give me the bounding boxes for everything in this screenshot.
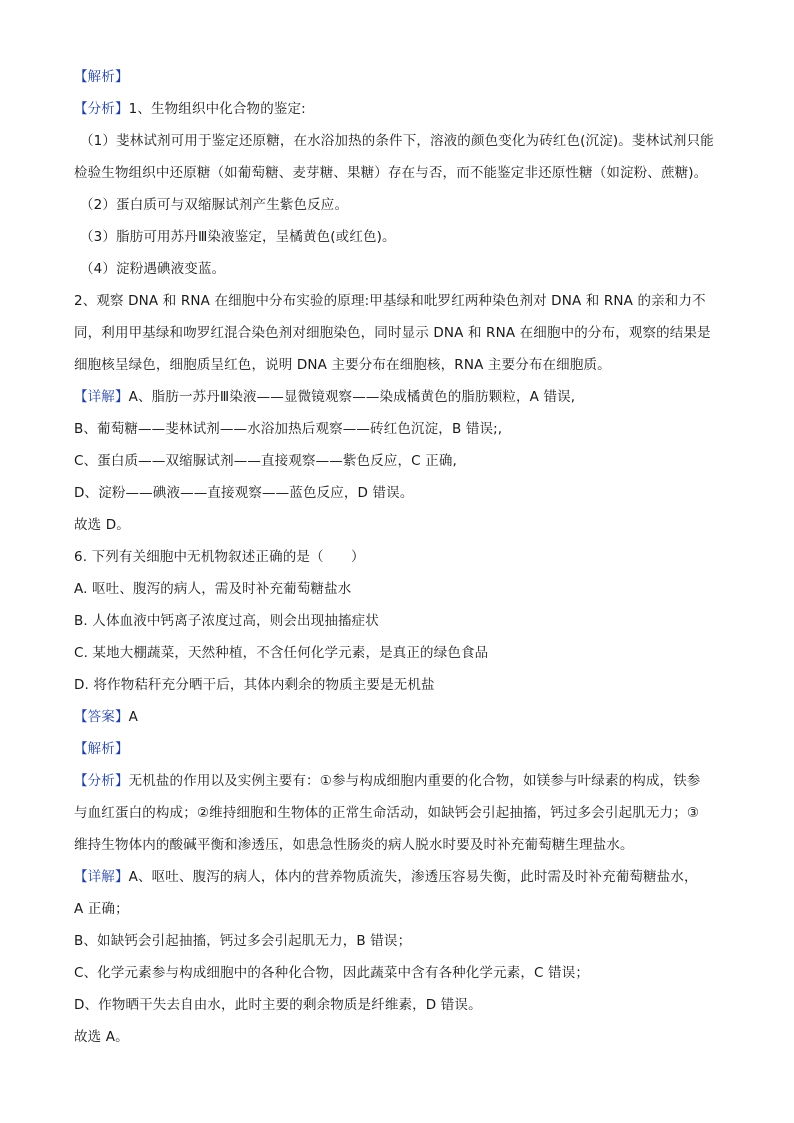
analysis-intro: 【分析】1、生物组织中化合物的鉴定:	[74, 101, 306, 117]
paragraph-line: 2、观察 DNA 和 RNA 在细胞中分布实验的原理:甲基绿和吡罗红两种染色剂对 DNA 和 RNA 的亲和力不	[74, 293, 706, 309]
option-b: B. 人体血液中钙离子浓度过高，则会出现抽搐症状	[74, 613, 379, 629]
paragraph-line: （2）蛋白质可与双缩脲试剂产生紫色反应。	[80, 197, 349, 213]
detail-line: C、蛋白质——双缩脲试剂——直接观察——紫色反应，C 正确,	[74, 453, 457, 469]
detail-line: B、如缺钙会引起抽搐，钙过多会引起肌无力，B 错误；	[74, 933, 412, 949]
paragraph-line: 与血红蛋白的构成；②维持细胞和生物体的正常生命活动，如缺钙会引起抽搐，钙过多会引起肌无力；③	[74, 805, 700, 821]
option-c: C. 某地大棚蔬菜，天然种植，不含任何化学元素，是真正的绿色食品	[74, 645, 489, 661]
option-d: D. 将作物秸秆充分晒干后，其体内剩余的物质主要是无机盐	[74, 677, 435, 693]
question-stem: 6. 下列有关细胞中无机物叙述正确的是（ ）	[74, 549, 365, 565]
paragraph-line: 检验生物组织中还原糖（如葡萄糖、麦芽糖、果糖）存在与否，而不能鉴定非还原性糖（如淀粉、蔗糖)。	[74, 165, 708, 181]
paragraph-line: 维持生物体内的酸碱平衡和渗透压，如患急性肠炎的病人脱水时要及时补充葡萄糖生理盐水。	[74, 837, 634, 853]
detail-line: A 正确；	[74, 901, 129, 917]
detail-line: D、淀粉——碘液——直接观察——蓝色反应，D 错误。	[74, 485, 414, 501]
answer-line: 【答案】A	[74, 709, 138, 725]
paragraph-line: （4）淀粉遇碘液变蓝。	[80, 261, 226, 277]
analysis-heading: 【解析】	[74, 741, 129, 757]
conclusion-line: 故选 D。	[74, 517, 130, 533]
detail-line: B、葡萄糖——斐林试剂——水浴加热后观察——砖红色沉淀，B 错误;,	[74, 421, 503, 437]
paragraph-line: 细胞核呈绿色，细胞质呈红色，说明 DNA 主要分布在细胞核，RNA 主要分布在细胞质。	[74, 357, 611, 373]
paragraph-line: 同，利用甲基绿和吻罗红混合染色剂对细胞染色，同时显示 DNA 和 RNA 在细胞中的分布，观察的结果是	[74, 325, 711, 341]
option-a: A. 呕吐、腹泻的病人，需及时补充葡萄糖盐水	[74, 581, 352, 597]
detail-intro: 【详解】A、脂肪一苏丹Ⅲ染液——显微镜观察——染成橘黄色的脂肪颗粒，A 错误,	[74, 389, 576, 405]
detail-line: C、化学元素参与构成细胞中的各种化合物，因此蔬菜中含有各种化学元素，C 错误；	[74, 965, 589, 981]
analysis-intro: 【分析】无机盐的作用以及实例主要有：①参与构成细胞内重要的化合物，如镁参与叶绿素的构成，铁参	[74, 773, 701, 789]
conclusion-line: 故选 A。	[74, 1029, 129, 1045]
detail-intro: 【详解】A、呕吐、腹泻的病人，体内的营养物质流失，渗透压容易失衡，此时需及时补充葡萄糖盐水，	[74, 869, 698, 885]
paragraph-line: （3）脂肪可用苏丹Ⅲ染液鉴定，呈橘黄色(或红色)。	[80, 229, 396, 245]
paragraph-line: （1）斐林试剂可用于鉴定还原糖，在水浴加热的条件下，溶液的颜色变化为砖红色(沉淀)。斐林试剂只能	[80, 133, 714, 149]
analysis-heading: 【解析】	[74, 69, 129, 85]
detail-line: D、作物晒干失去自由水，此时主要的剩余物质是纤维素，D 错误。	[74, 997, 482, 1013]
